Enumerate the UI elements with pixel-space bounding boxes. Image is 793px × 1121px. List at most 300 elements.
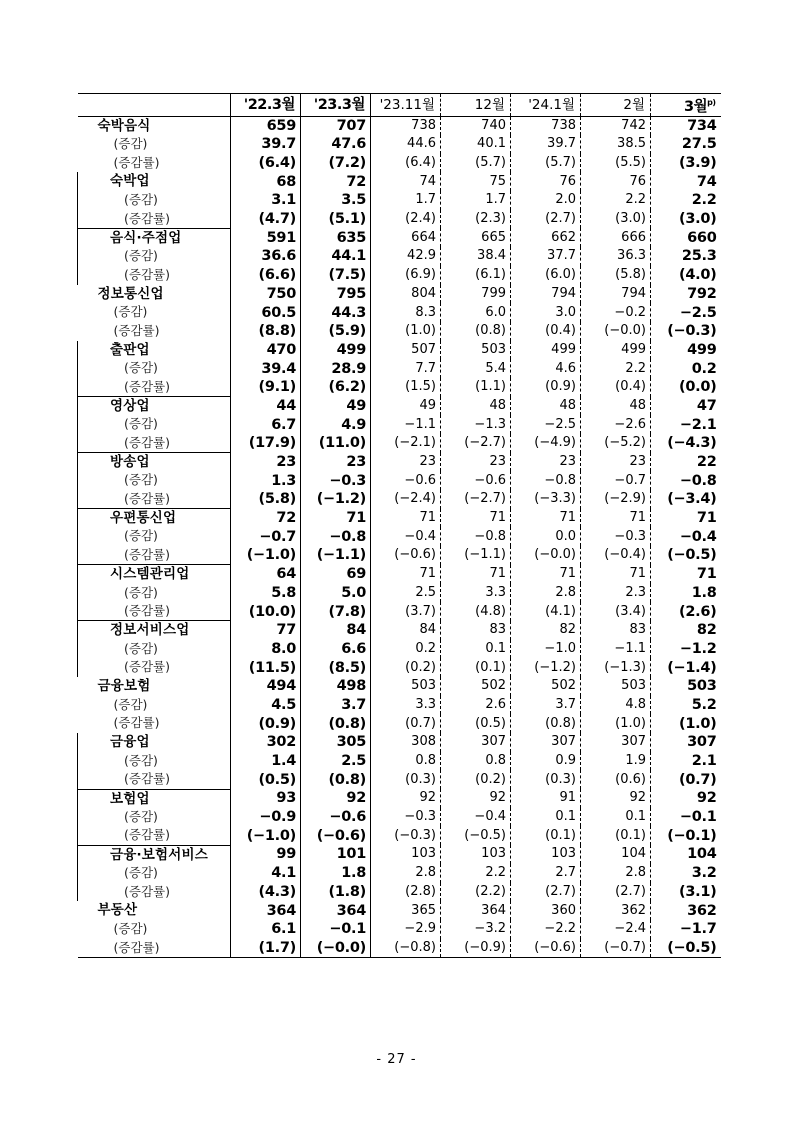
table-cell: 36.3 (581, 247, 651, 266)
table-row (78, 584, 721, 603)
table-cell: 0.8 (441, 752, 511, 771)
table-cell: 84 (371, 621, 441, 640)
table-cell: (−0.1) (667, 827, 717, 844)
table-cell: −3.2 (441, 920, 511, 939)
table-cell: (3.0) (679, 211, 717, 228)
table-cell: 795 (301, 285, 371, 304)
table-cell: (5.8) (581, 266, 651, 285)
table-cell: 0.0 (511, 527, 581, 546)
row-label: (증감률) (113, 715, 160, 731)
table-row (78, 509, 721, 528)
table-row (78, 359, 721, 378)
table-cell: 101 (301, 845, 371, 864)
table-cell: −0.3 (581, 527, 651, 546)
table-cell: (1.7) (231, 939, 301, 958)
table-cell: 307 (441, 733, 511, 752)
table-row (78, 883, 721, 902)
table-cell: 39.4 (231, 359, 301, 378)
table-cell: −1.1 (371, 415, 441, 434)
table-cell: −0.1 (301, 920, 371, 939)
row-label: (증감) (124, 528, 158, 544)
table-cell: 3.7 (511, 696, 581, 715)
table-cell: (0.9) (231, 714, 301, 733)
header-cell-2024-02: 2월 (581, 94, 651, 117)
table-cell: 1.7 (441, 191, 511, 210)
row-label-cell (78, 434, 231, 453)
table-cell: 499 (581, 341, 651, 360)
row-label-cell (78, 266, 231, 285)
table-cell: 38.4 (441, 247, 511, 266)
table-header-row (78, 94, 721, 117)
row-label: 금융·보험서비스 (110, 846, 209, 863)
table-cell: (6.6) (231, 266, 301, 285)
table-cell: (6.4) (231, 154, 301, 173)
table-cell: (−0.0) (581, 322, 651, 341)
row-label: (증감) (113, 920, 148, 936)
row-label-cell (78, 509, 231, 528)
table-cell: (−3.4) (667, 491, 717, 508)
table-cell: 494 (231, 677, 301, 696)
header-cell-2023-03: '23.3월 (301, 94, 371, 117)
row-label: (증감률) (124, 210, 170, 226)
table-cell: 104 (687, 846, 717, 863)
table-cell: 799 (441, 285, 511, 304)
table-cell: (−1.2) (511, 658, 581, 677)
table-cell: 360 (511, 901, 581, 920)
table-cell: −2.1 (679, 416, 717, 433)
row-label-cell (78, 341, 231, 360)
table-cell: 60.5 (231, 303, 301, 322)
table-row (78, 808, 721, 827)
table-cell: 591 (231, 228, 301, 247)
table-cell: (10.0) (231, 602, 301, 621)
table-cell: −0.8 (301, 527, 371, 546)
table-cell: (−2.1) (371, 434, 441, 453)
table-cell: 6.1 (231, 920, 301, 939)
table-cell: 2.2 (691, 192, 717, 209)
table-cell: 5.8 (231, 584, 301, 603)
table-cell: −1.0 (511, 640, 581, 659)
row-label: 부동산 (97, 902, 138, 919)
row-label: 정보통신업 (97, 285, 164, 302)
table-row (78, 191, 721, 210)
table-cell: 665 (441, 228, 511, 247)
table-cell: (11.0) (301, 434, 371, 453)
table-row (78, 415, 721, 434)
table-cell: −0.6 (441, 471, 511, 490)
table-cell: (−0.3) (371, 826, 441, 845)
table-cell: 1.8 (691, 584, 717, 601)
table-cell: 47 (696, 397, 717, 414)
table-cell: 2.8 (581, 864, 651, 883)
table-cell: 7.7 (371, 359, 441, 378)
table-cell: (0.3) (511, 770, 581, 789)
table-cell: 44.3 (301, 303, 371, 322)
table-cell: 804 (371, 285, 441, 304)
table-cell: 794 (511, 285, 581, 304)
row-label: 시스템관리업 (110, 566, 190, 583)
table-row (78, 546, 721, 565)
row-label: (증감률) (124, 435, 170, 451)
table-cell: 3.0 (511, 303, 581, 322)
table-cell: 74 (371, 172, 441, 191)
table-cell: (7.5) (301, 266, 371, 285)
table-cell: 71 (511, 565, 581, 584)
table-cell: 2.7 (511, 864, 581, 883)
table-cell: 4.8 (581, 696, 651, 715)
table-cell: 794 (581, 285, 651, 304)
table-cell: 499 (301, 341, 371, 360)
table-cell: 2.5 (301, 752, 371, 771)
row-label-cell (78, 939, 231, 958)
table-cell: (0.4) (511, 322, 581, 341)
table-cell: −2.6 (581, 415, 651, 434)
row-label: (증감) (124, 248, 158, 264)
table-row (78, 247, 721, 266)
table-row (78, 826, 721, 845)
table-cell: (0.8) (441, 322, 511, 341)
table-cell: (−0.5) (441, 826, 511, 845)
row-label: (증감률) (124, 547, 170, 563)
table-cell: (1.0) (371, 322, 441, 341)
row-label-cell (78, 247, 231, 266)
table-cell: 39.7 (511, 135, 581, 154)
table-row (78, 789, 721, 808)
table-cell: 659 (231, 116, 301, 135)
table-cell: (6.2) (301, 378, 371, 397)
table-cell: (−1.2) (301, 490, 371, 509)
table-cell: 93 (231, 789, 301, 808)
table-row (78, 658, 721, 677)
table-cell: (−0.9) (441, 939, 511, 958)
table-row (78, 565, 721, 584)
table-cell: 103 (441, 845, 511, 864)
table-row (78, 303, 721, 322)
row-label: 출판업 (110, 341, 150, 358)
table-cell: 75 (441, 172, 511, 191)
table-cell: 1.9 (581, 752, 651, 771)
table-cell: 2.1 (691, 753, 717, 770)
table-cell: 738 (511, 116, 581, 135)
table-cell: (−0.6) (371, 546, 441, 565)
table-cell: −2.5 (511, 415, 581, 434)
table-cell: (−5.2) (581, 434, 651, 453)
table-cell: 76 (581, 172, 651, 191)
row-label: (증감) (113, 304, 148, 320)
table-cell: 3.5 (301, 191, 371, 210)
table-cell: (5.9) (301, 322, 371, 341)
row-label-cell (78, 584, 231, 603)
table-cell: 362 (687, 902, 717, 919)
table-cell: −2.4 (581, 920, 651, 939)
table-cell: 77 (231, 621, 301, 640)
table-row (78, 228, 721, 247)
row-label-cell (78, 920, 231, 939)
table-cell: 307 (581, 733, 651, 752)
table-cell: (8.5) (301, 658, 371, 677)
table-cell: 37.7 (511, 247, 581, 266)
table-cell: −0.6 (301, 808, 371, 827)
row-label-cell (78, 415, 231, 434)
table-cell: (−0.6) (301, 826, 371, 845)
table-row (78, 116, 721, 135)
table-cell: 507 (371, 341, 441, 360)
row-label-cell (78, 210, 231, 229)
table-row (78, 901, 721, 920)
row-label-cell (78, 191, 231, 210)
table-cell: 1.8 (301, 864, 371, 883)
table-cell: (3.0) (581, 210, 651, 229)
table-cell: −0.3 (301, 471, 371, 490)
table-cell: 6.6 (301, 640, 371, 659)
table-cell: 503 (687, 678, 717, 695)
table-cell: (4.8) (441, 602, 511, 621)
row-label-cell (78, 228, 231, 247)
row-label: (증감) (124, 864, 158, 880)
table-row (78, 266, 721, 285)
table-cell: (2.3) (441, 210, 511, 229)
table-row (78, 677, 721, 696)
table-cell: 502 (511, 677, 581, 696)
table-cell: (2.2) (441, 883, 511, 902)
row-label-cell (78, 303, 231, 322)
table-cell: 6.7 (231, 415, 301, 434)
row-label: 우편통신업 (110, 510, 177, 527)
table-cell: 3.2 (691, 865, 717, 882)
table-cell: −0.1 (679, 809, 717, 826)
table-cell: 4.1 (231, 864, 301, 883)
table-cell: (4.3) (231, 883, 301, 902)
table-cell: (−2.9) (581, 490, 651, 509)
table-cell: 5.2 (691, 696, 717, 713)
table-cell: 364 (301, 901, 371, 920)
table-cell: 660 (687, 229, 717, 246)
table-cell: (−1.4) (667, 659, 717, 676)
table-cell: (0.7) (679, 771, 717, 788)
row-label: (증감) (124, 808, 158, 824)
table-row (78, 845, 721, 864)
table-cell: 82 (696, 622, 717, 639)
table-cell: (−0.7) (581, 939, 651, 958)
table-cell: (0.6) (581, 770, 651, 789)
table-cell: −0.8 (511, 471, 581, 490)
table-cell: (2.7) (581, 883, 651, 902)
row-label-cell (78, 677, 231, 696)
table-row (78, 602, 721, 621)
row-label: (증감률) (124, 266, 170, 282)
table-row (78, 920, 721, 939)
row-label-cell (78, 621, 231, 640)
row-label-cell (78, 172, 231, 191)
table-cell: −0.9 (231, 808, 301, 827)
table-cell: (0.0) (679, 379, 717, 396)
row-label-cell (78, 864, 231, 883)
table-cell: (1.0) (679, 715, 717, 732)
row-label-cell (78, 490, 231, 509)
table-cell: (0.1) (511, 826, 581, 845)
table-cell: (−1.0) (231, 826, 301, 845)
table-cell: (−1.3) (581, 658, 651, 677)
table-cell: 71 (696, 510, 717, 527)
table-row (78, 453, 721, 472)
table-cell: 71 (581, 509, 651, 528)
table-row (78, 210, 721, 229)
table-cell: (2.4) (371, 210, 441, 229)
table-cell: 734 (687, 117, 717, 134)
table-cell: (−1.1) (301, 546, 371, 565)
table-cell: 503 (441, 341, 511, 360)
table-cell: −1.1 (581, 640, 651, 659)
table-cell: (0.8) (511, 714, 581, 733)
row-label-cell (78, 397, 231, 416)
table-cell: 103 (371, 845, 441, 864)
row-label: (증감) (113, 136, 148, 152)
table-cell: 2.2 (581, 191, 651, 210)
table-cell: 4.6 (511, 359, 581, 378)
row-label: (증감) (124, 640, 158, 656)
table-cell: 92 (581, 789, 651, 808)
table-row (78, 397, 721, 416)
table-cell: 3.7 (301, 696, 371, 715)
table-cell: −1.7 (679, 921, 717, 938)
table-cell: 308 (371, 733, 441, 752)
table-cell: 71 (696, 566, 717, 583)
table-cell: 36.6 (231, 247, 301, 266)
table-cell: 74 (696, 173, 717, 190)
preliminary-marker: p) (707, 98, 716, 107)
row-label: 음식·주점업 (110, 229, 182, 246)
table-cell: 302 (231, 733, 301, 752)
table-cell: −0.4 (679, 528, 717, 545)
table-cell: (6.4) (371, 154, 441, 173)
table-cell: −2.2 (511, 920, 581, 939)
table-cell: 498 (301, 677, 371, 696)
table-cell: 2.2 (441, 864, 511, 883)
table-row (78, 714, 721, 733)
table-cell: 49 (301, 397, 371, 416)
table-cell: 0.1 (511, 808, 581, 827)
row-label-cell (78, 770, 231, 789)
table-cell: 72 (301, 172, 371, 191)
table-cell: 28.9 (301, 359, 371, 378)
table-cell: (−3.3) (511, 490, 581, 509)
table-cell: 23 (441, 453, 511, 472)
table-cell: 3.1 (231, 191, 301, 210)
table-cell: (0.7) (371, 714, 441, 733)
table-row (78, 752, 721, 771)
table-cell: (−1.1) (441, 546, 511, 565)
table-cell: 91 (511, 789, 581, 808)
table-row (78, 527, 721, 546)
table-row (78, 939, 721, 958)
table-cell: 307 (687, 734, 717, 751)
table-cell: −2.9 (371, 920, 441, 939)
row-label: (증감률) (124, 491, 170, 507)
table-row (78, 733, 721, 752)
table-cell: 44.1 (301, 247, 371, 266)
header-cell-2024-03 (651, 94, 721, 117)
table-cell: (3.4) (581, 602, 651, 621)
table-cell: −0.8 (441, 527, 511, 546)
row-label: (증감) (113, 696, 148, 712)
table-cell: 103 (511, 845, 581, 864)
table-cell: (7.8) (301, 602, 371, 621)
table-cell: (0.3) (371, 770, 441, 789)
table-cell: 92 (441, 789, 511, 808)
table-cell: 92 (301, 789, 371, 808)
table-cell: 2.2 (581, 359, 651, 378)
table-row (78, 322, 721, 341)
table-cell: 83 (581, 621, 651, 640)
table-cell: 742 (581, 116, 651, 135)
table-cell: 3.3 (441, 584, 511, 603)
table-cell: 0.2 (371, 640, 441, 659)
table-cell: 72 (231, 509, 301, 528)
table-cell: 502 (441, 677, 511, 696)
row-label-cell (78, 378, 231, 397)
table-cell: (0.1) (441, 658, 511, 677)
table-cell: 364 (441, 901, 511, 920)
header-cell-2024-03-text: 3월 (684, 98, 708, 115)
table-cell: 49 (371, 397, 441, 416)
row-label: 숙박업 (110, 173, 150, 190)
row-label-cell (78, 826, 231, 845)
table-cell: 0.9 (511, 752, 581, 771)
table-row (78, 621, 721, 640)
table-cell: 470 (231, 341, 301, 360)
row-label-cell (78, 789, 231, 808)
table-cell: 92 (371, 789, 441, 808)
row-label: (증감) (124, 752, 158, 768)
table-cell: 69 (301, 565, 371, 584)
table-cell: 92 (696, 790, 717, 807)
table-cell: 662 (511, 228, 581, 247)
table-cell: (−4.3) (667, 435, 717, 452)
row-label-cell (78, 602, 231, 621)
table-row (78, 770, 721, 789)
table-cell: 5.0 (301, 584, 371, 603)
row-label: (증감) (124, 584, 158, 600)
table-cell: (−0.5) (651, 939, 721, 958)
row-label: 방송업 (110, 454, 150, 471)
table-cell: (0.4) (581, 378, 651, 397)
table-row (78, 471, 721, 490)
table-row (78, 434, 721, 453)
table-cell: (4.0) (679, 267, 717, 284)
row-label-cell (78, 714, 231, 733)
table-cell: 27.5 (681, 136, 717, 153)
table-cell: −0.2 (581, 303, 651, 322)
row-label-cell (78, 565, 231, 584)
table-cell: 71 (371, 509, 441, 528)
table-row (78, 154, 721, 173)
table-cell: 71 (581, 565, 651, 584)
table-cell: (0.1) (581, 826, 651, 845)
row-label: 금융보험 (97, 677, 151, 694)
table-cell: (−4.9) (511, 434, 581, 453)
table-cell: (−2.7) (441, 490, 511, 509)
row-label-cell (78, 322, 231, 341)
row-label: (증감률) (124, 827, 170, 843)
row-label: (증감률) (124, 883, 170, 899)
table-row (78, 172, 721, 191)
table-cell: (5.7) (511, 154, 581, 173)
table-cell: (3.9) (679, 155, 717, 172)
table-cell: 4.5 (231, 696, 301, 715)
table-cell: (0.8) (301, 770, 371, 789)
table-cell: −1.3 (441, 415, 511, 434)
row-label: (증감률) (124, 603, 170, 619)
